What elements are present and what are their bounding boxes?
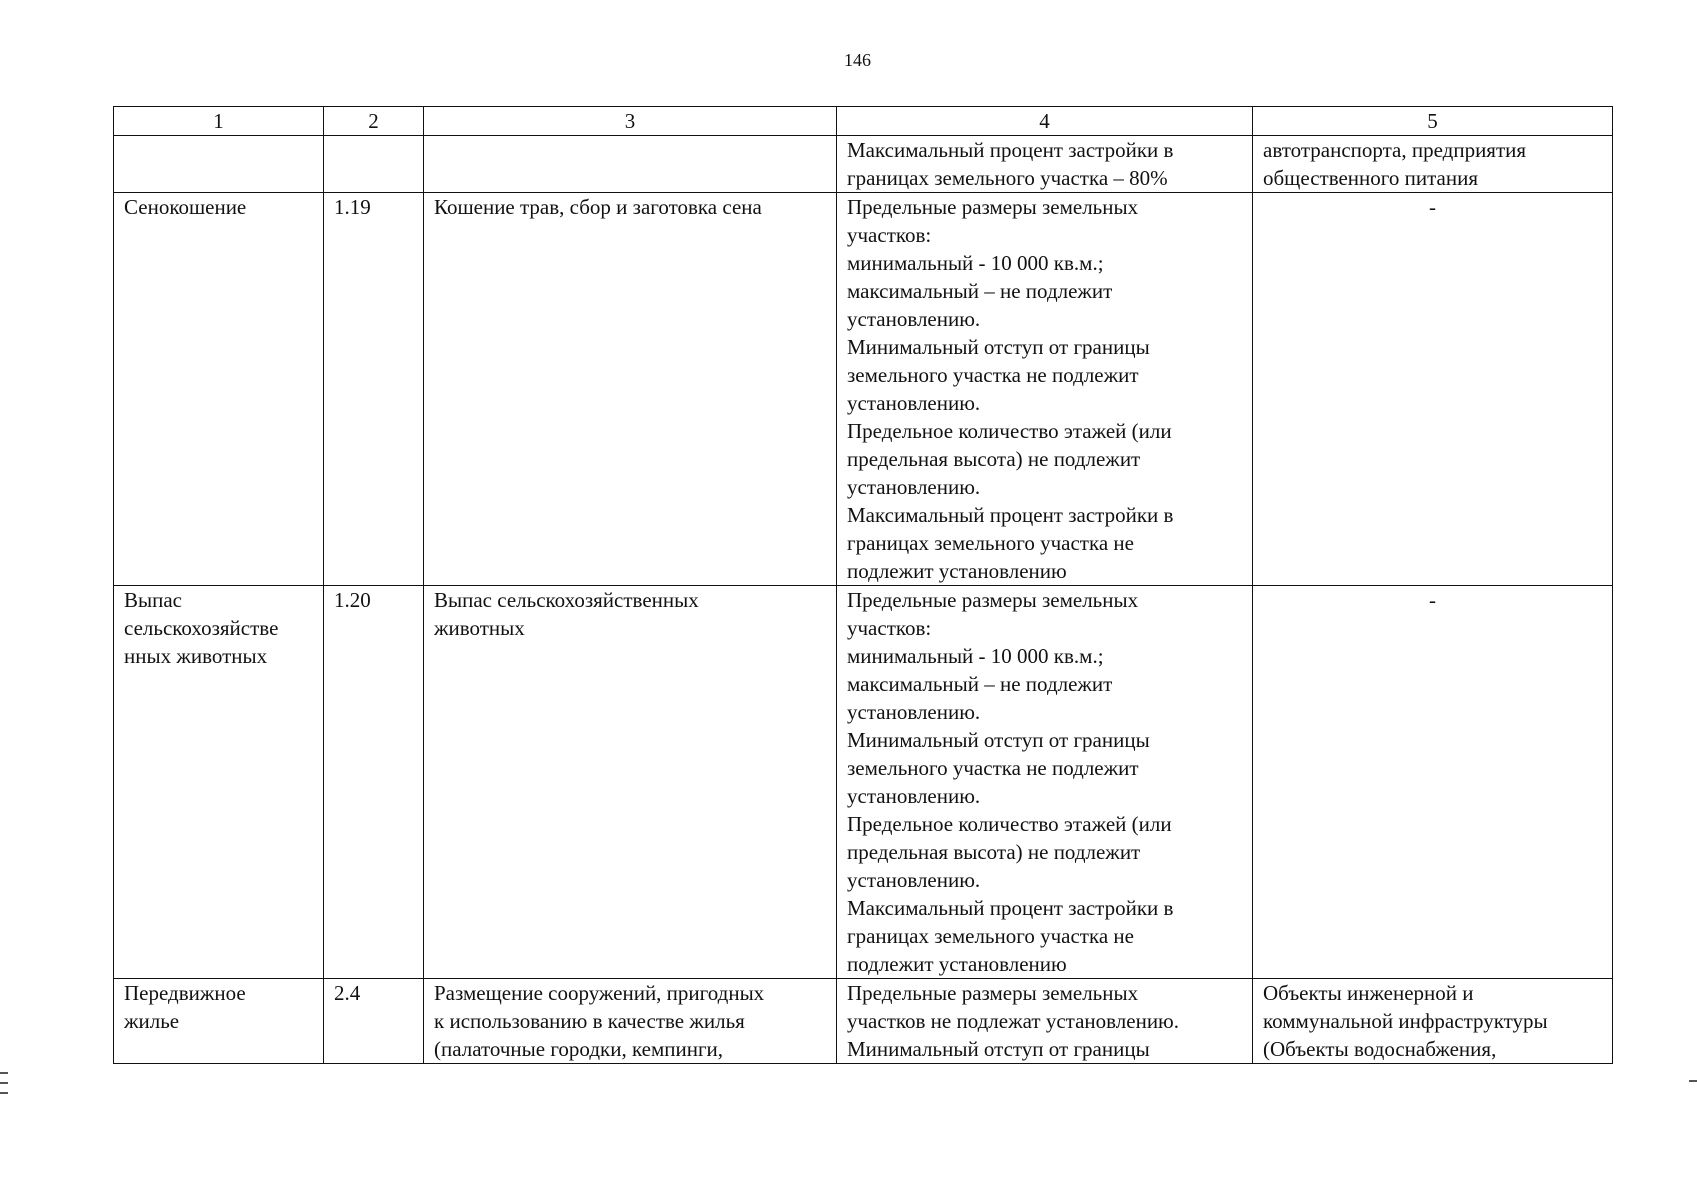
permitted-objects-cell: Объекты инженерной и коммунальной инфраструктуры (Объекты водоснабжения, [1253, 979, 1613, 1064]
table-row [114, 979, 1613, 1064]
use-description-cell: Кошение трав, сбор и заготовка сена [424, 193, 837, 586]
scan-margin-mark [0, 1072, 8, 1074]
use-code-cell [324, 136, 424, 193]
use-name-cell: Выпас сельскохозяйстве нных животных [114, 586, 324, 979]
use-code-cell: 1.20 [324, 586, 424, 979]
use-name-cell [114, 136, 324, 193]
column-header: 4 [837, 107, 1253, 136]
column-header: 1 [114, 107, 324, 136]
parameters-cell: Максимальный процент застройки в границах земельного участка – 80% [837, 136, 1253, 193]
use-description-cell: Выпас сельскохозяйственных животных [424, 586, 837, 979]
permitted-objects-cell: - [1253, 586, 1613, 979]
scan-margin-mark [1689, 1080, 1697, 1082]
parameters-cell: Предельные размеры земельных участков не подлежат установлению. Минимальный отступ от границы [837, 979, 1253, 1064]
regulations-table [113, 106, 1613, 1064]
scan-margin-mark [0, 1092, 8, 1094]
column-header: 2 [324, 107, 424, 136]
table-row [114, 136, 1613, 193]
use-code-cell: 2.4 [324, 979, 424, 1064]
table-row [114, 193, 1613, 586]
use-name-cell: Передвижное жилье [114, 979, 324, 1064]
column-header: 3 [424, 107, 837, 136]
use-description-cell [424, 136, 837, 193]
column-header: 5 [1253, 107, 1613, 136]
page-number: 146 [844, 50, 871, 70]
table-row [114, 586, 1613, 979]
table-header-row [114, 107, 1613, 136]
use-name-cell: Сенокошение [114, 193, 324, 586]
use-code-cell: 1.19 [324, 193, 424, 586]
parameters-cell: Предельные размеры земельных участков: минимальный - 10 000 кв.м.; максимальный – не подлежит установлению. Минимальный отступ от границы земельного участка не подлежит установлению. Предельное количество этажей (или предельная высота) не подлежит установлению. Максимальный процент застройки в границах земельного участка не подлежит установлению [837, 193, 1253, 586]
scan-margin-mark [0, 1082, 8, 1084]
parameters-cell: Предельные размеры земельных участков: минимальный - 10 000 кв.м.; максимальный – не подлежит установлению. Минимальный отступ от границы земельного участка не подлежит установлению. Предельное количество этажей (или предельная высота) не подлежит установлению. Максимальный процент застройки в границах земельного участка не подлежит установлению [837, 586, 1253, 979]
use-description-cell: Размещение сооружений, пригодных к использованию в качестве жилья (палаточные городки, кемпинги, [424, 979, 837, 1064]
permitted-objects-cell: автотранспорта, предприятия общественного питания [1253, 136, 1613, 193]
permitted-objects-cell: - [1253, 193, 1613, 586]
